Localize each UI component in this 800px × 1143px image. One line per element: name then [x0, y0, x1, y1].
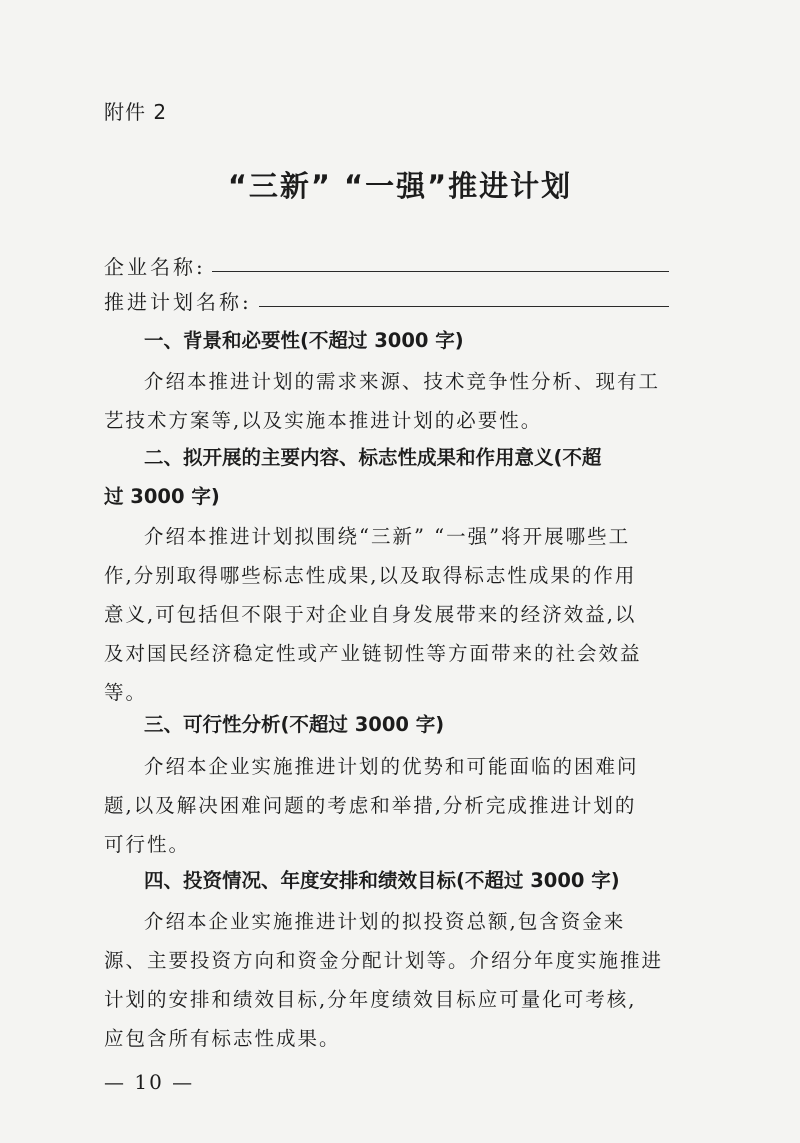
plan-name-field [104, 286, 252, 316]
section-4-heading [104, 864, 694, 898]
section-1-heading [104, 324, 694, 358]
section-1-heading-line: 一、背景和必要性(不超过 3000 字) [144, 329, 464, 352]
body-line: 可行性。 [104, 833, 191, 856]
body-line: 等。 [104, 681, 148, 704]
section-1-body [104, 362, 684, 440]
body-line: 介绍本企业实施推进计划的拟投资总额,包含资金来 [144, 910, 626, 933]
plan-name-blank-line [259, 306, 669, 307]
body-line: 计划的安排和绩效目标,分年度绩效目标应可量化可考核, [104, 988, 637, 1011]
body-line: 介绍本推进计划拟围绕“三新” “一强”将开展哪些工 [144, 525, 631, 548]
section-3-heading-line: 三、可行性分析(不超过 3000 字) [144, 713, 445, 736]
body-line: 应包含所有标志性成果。 [104, 1027, 341, 1050]
body-line: 作,分别取得哪些标志性成果,以及取得标志性成果的作用 [104, 564, 637, 587]
body-line: 题,以及解决困难问题的考虑和举措,分析完成推进计划的 [104, 794, 637, 817]
body-line: 介绍本推进计划的需求来源、技术竞争性分析、现有工 [144, 370, 661, 393]
body-line: 意义,可包括但不限于对企业自身发展带来的经济效益,以 [104, 603, 637, 626]
company-name-label: 企业名称: [104, 255, 206, 279]
attachment-label: 附件 2 [104, 100, 168, 124]
section-4-body [104, 902, 684, 1058]
page-title: “三新” “一强”推进计划 [227, 169, 573, 203]
body-line: 及对国民经济稳定性或产业链韧性等方面带来的社会效益 [104, 642, 642, 665]
page-number: — 10 — [104, 1070, 195, 1094]
section-2-body [104, 517, 684, 712]
section-2-heading-line: 过 3000 字) [104, 485, 220, 508]
section-3-body [104, 747, 684, 864]
body-line: 源、主要投资方向和资金分配计划等。介绍分年度实施推进 [104, 949, 664, 972]
section-2-heading [104, 441, 694, 514]
section-2-heading-line: 二、拟开展的主要内容、标志性成果和作用意义(不超 [144, 446, 602, 469]
company-name-blank-line [212, 271, 669, 272]
body-line: 艺技术方案等,以及实施本推进计划的必要性。 [104, 409, 543, 432]
section-4-heading-line: 四、投资情况、年度安排和绩效目标(不超过 3000 字) [144, 869, 620, 892]
section-3-heading [104, 708, 694, 742]
plan-name-label: 推进计划名称: [104, 290, 252, 314]
company-name-field [104, 251, 206, 281]
body-line: 介绍本企业实施推进计划的优势和可能面临的困难问 [144, 755, 639, 778]
